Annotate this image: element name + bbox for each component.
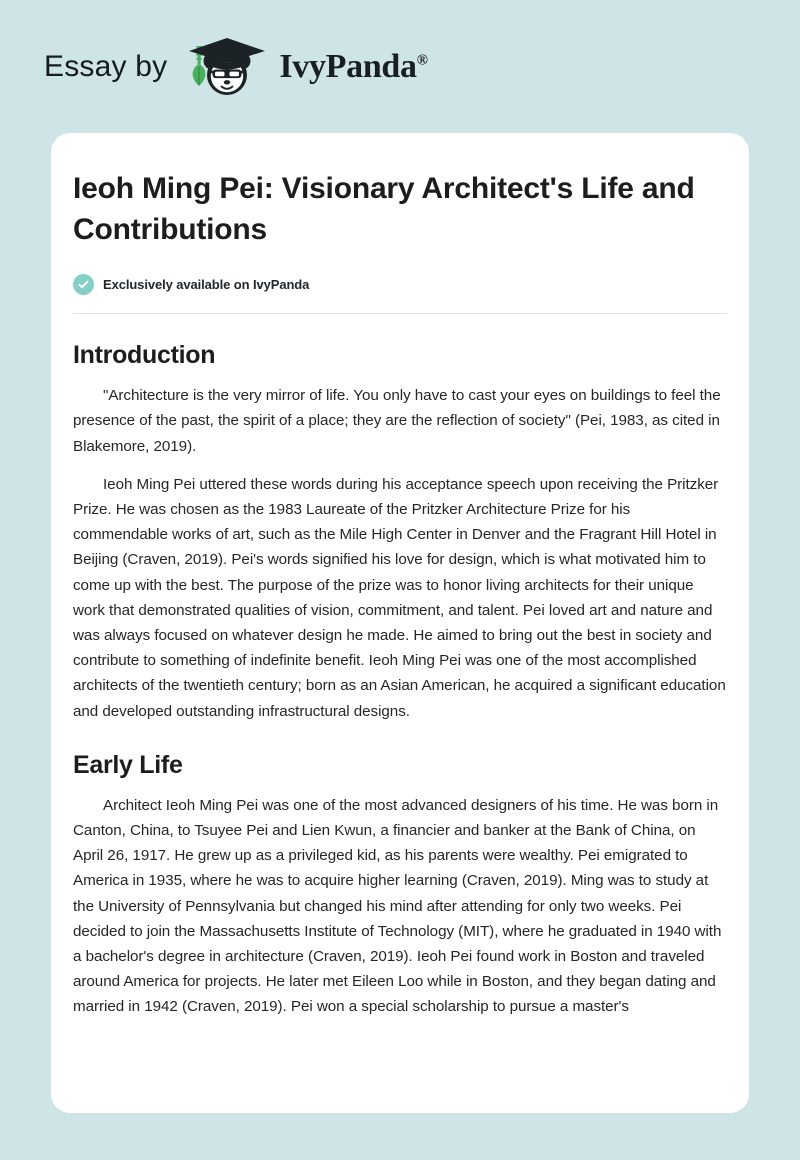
status-badge [73, 274, 727, 295]
essay-card [51, 133, 749, 1113]
paragraph: Architect Ieoh Ming Pei was one of the most advanced designers of his time. He was born in Canton, China, to Tsuyee Pei and Lien Kwun, a financier and banker at the Bank of China, on April 26, 1917. He grew up as a privileged kid, as his parents were wealthy. Pei emigrated to America in 1935, where he was to acquire higher learning (Craven, 2019). Ming was to study at the University of Pennsylvania but changed his mind after attending for only two weeks. Pei decided to join the Massachusetts Institute of Technology (MIT), where he graduated in 1940 with a bachelor's degree in architecture (Craven, 2019). Ieoh Pei found work in Boston and traveled around America for projects. He later met Eileen Loo while in Boston, and they began dating and married in 1942 (Craven, 2019). Pei won a special scholarship to pursue a master's [73, 796, 722, 1016]
registered-trademark-icon: ® [416, 52, 428, 69]
section-heading-early-life: Early Life [73, 750, 183, 779]
panda-graduate-logo-icon[interactable] [181, 36, 273, 98]
status-badge-label: Exclusively available on IvyPanda [103, 277, 310, 293]
header-divider [73, 313, 727, 314]
page-title: Ieoh Ming Pei: Visionary Architect's Life and Contributions [73, 172, 695, 247]
brand-name-text: IvyPanda [279, 47, 417, 85]
essay-card-content [73, 168, 727, 1020]
check-circle-icon [73, 274, 94, 295]
essay-by-label: Essay by [44, 49, 168, 83]
site-header [0, 0, 800, 133]
section-heading-introduction: Introduction [73, 341, 216, 370]
paragraph: Ieoh Ming Pei uttered these words during his acceptance speech upon receiving the Pritzker Prize. He was chosen as the 1983 Laureate of the Pritzker Architecture Prize for his commendable works of art, such as the Mile High Center in Denver and the Fragrant Hill Hotel in Beijing (Craven, 2019). Pei's words signified his love for design, which is what motivated him to come up with the best. The purpose of the prize was to honor living architects for their unique work that demonstrated qualities of vision, commitment, and talent. Pei loved art and nature and was always focused on whatever design he made. He aimed to bring out the best in society and contribute to something of indefinite benefit. Ieoh Ming Pei was one of the most accomplished architects of the twentieth century; born as an Asian American, he acquired a significant education and developed outstanding infrastructural designs. [73, 475, 726, 720]
paragraph: "Architecture is the very mirror of life. You only have to cast your eyes on buildings to feel the presence of the past, the spirit of a place; they are the reflection of society" (Pei, 1983, as cited in Blakemore, 2019). [73, 387, 721, 455]
brand-wordmark[interactable] [279, 47, 428, 85]
